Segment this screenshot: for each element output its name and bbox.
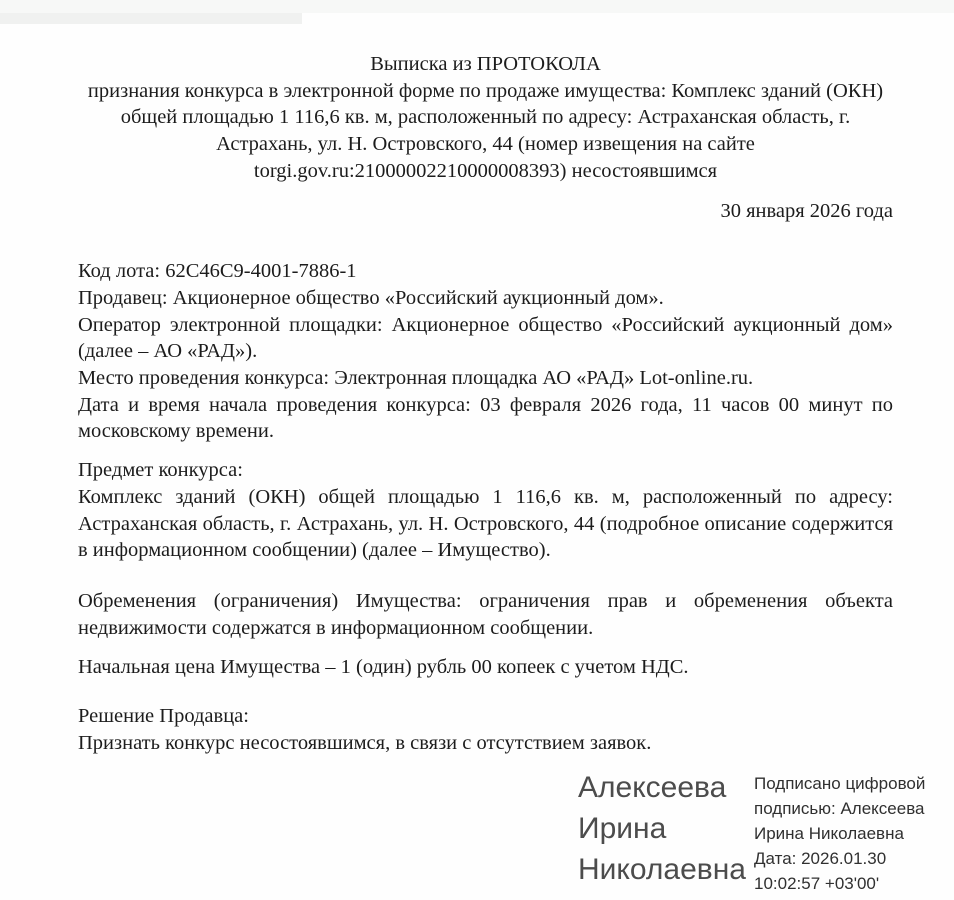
lot-code: Код лота: 62C46C9-4001-7886-1	[78, 260, 357, 283]
starting-price-block	[78, 654, 893, 681]
digital-signature-stamp	[578, 767, 926, 896]
seller-decision-block	[78, 703, 893, 756]
decision-text: Признать конкурс несостоявшимся, в связи с отсутствием заявок.	[78, 731, 652, 754]
starting-price-text: Начальная цена Имущества – 1 (один) рубль 00 копеек с учетом НДС.	[78, 656, 689, 679]
auction-venue: Место проведения конкурса: Электронная площадка АО «РАД» Lot-online.ru.	[78, 367, 754, 390]
stamp-detail-line: Дата: 2026.01.30	[754, 849, 887, 869]
document-title-subject: признания конкурса в электронной форме по продаже имущества: Комплекс зданий (ОКН) общей площадью 1 116,6 кв. м, расположенный по адресу: Астраханская область, г. Астрахань, ул. Н. Островского, 44 (номер извещения на сайте torgi.gov.ru:21000002210000008393) несостоявшимся	[87, 79, 884, 182]
encumbrances-block	[78, 588, 893, 641]
lot-info-block	[78, 258, 893, 445]
stamp-detail-line: подписью: Алексеева	[754, 799, 925, 819]
stamp-detail-line: 10:02:57 +03'00'	[754, 874, 880, 894]
document-date: 30 января 2026 года	[720, 199, 893, 222]
encumbrances-text: Обременения (ограничения) Имущества: ограничения прав и обременения объекта недвижимости содержатся в информационном сообщении.	[78, 589, 893, 639]
decision-label: Решение Продавца:	[78, 705, 249, 728]
platform-operator: Оператор электронной площадки: Акционерное общество «Российский аукционный дом» (далее – АО «РАД»).	[78, 313, 893, 363]
signer-name-line: Алексеева	[578, 771, 727, 805]
signer-name-line: Ирина	[578, 812, 667, 846]
document-title: Выписка из ПРОТОКОЛА	[370, 53, 601, 75]
auction-subject-block	[78, 457, 893, 564]
subject-text: Комплекс зданий (ОКН) общей площадью 1 116,6 кв. м, расположенный по адресу: Астраханская область, г. Астрахань, ул. Н. Островского, 44 (подробное описание содержится в информационном сообщении) (далее – Имущество).	[78, 485, 893, 562]
signature-stamp-details	[754, 767, 925, 896]
auction-start-datetime: Дата и время начала проведения конкурса: 03 февраля 2026 года, 11 часов 00 минут по московскому времени.	[78, 393, 893, 443]
signer-name-line: Николаевна	[578, 853, 746, 887]
signer-name	[578, 767, 754, 890]
document-title-block	[78, 51, 893, 185]
subject-label: Предмет конкурса:	[78, 459, 243, 482]
seller: Продавец: Акционерное общество «Российский аукционный дом».	[78, 286, 664, 309]
stamp-detail-line: Подписано цифровой	[754, 774, 926, 794]
stamp-detail-line: Ирина Николаевна	[754, 824, 904, 844]
